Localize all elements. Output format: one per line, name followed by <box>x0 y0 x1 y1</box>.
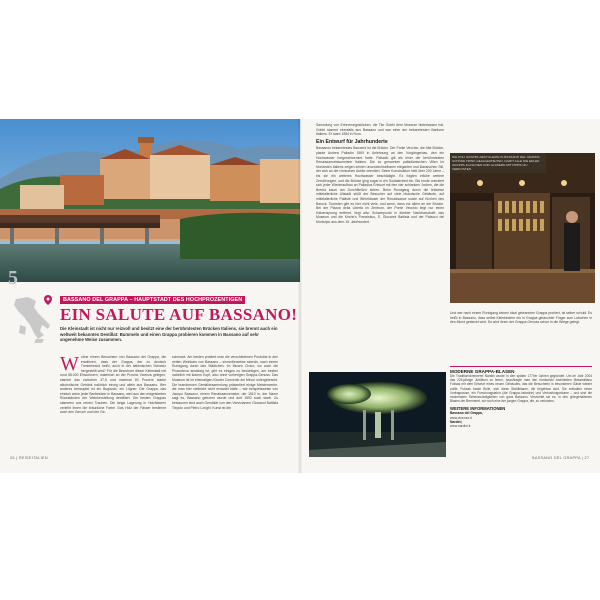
drop-cap: W <box>60 353 79 375</box>
left-column-2: schmack. Am besten probiert man die verschiedenen Produkte in den netten Weinbars von Bassano – sinnvollerweise abends, nach einem Rundgang durch das Städtchen. Im Museo Civico, wo auch die Pinacoteca ansässig ist, gibt es einiges zu besichtigen, am besten natürlich mit klarem Kopf, also ohne vorherigen Grappa-Genuss. Das Museum ist im ehemaligen Kloster Convento dei Minori untergebracht. Die brandneuen Gemäldesammlung präsentiert einige Meisterwerke, die man hier vielleicht nicht erwartet hätte – wie beispielsweise von Jacopo Bassano, einem Renaissancemaler, der 1510 in, der Name sagt es, Bassano geboren wurde und dort 1592 auch starb. Zu bestaunen sind auch Gemälde von den Venezianern Giovanni Battista Tiepolo und Pietro Longhi. Kunst ist die <box>172 355 278 410</box>
left-folio: 26 | REISEITALIEN <box>10 456 48 460</box>
contact-name-1: Bassano del Grappa, <box>450 411 483 416</box>
contact-title: WEITERE INFORMATIONEN <box>450 406 506 412</box>
right-column-intro: Sammlung von Erinnerungsstücken, die Tito Gobbi dem Museum hinterlassen hat. Gobbi stammt ebenfalls aus Bassano und war einer der bekanntesten Baritone Italiens. Er starb 1984 in Rom. <box>316 123 444 137</box>
info-box-text: Die Traditionsbrennerei Nardini wurde in den späten 1770er Jahren gegründet. Um im Jahr 2004 das 225-jährige Jubiläum zu feiern, beauftragte man den römischen Architekten Massimiliano Fuksas mit dem Entwurf eines neuen Gebäudes, das die Besucherin in besonderen Gäste wieder zollte. Fuksas baute Bolle, sich diese Stahlblasen, die begehbar sind. Sie enthalten einen Vortragsraum, ein Forschungslabor (die Grappa-Industrie) und Verkostungsräume – und sind die modernsten Sehenswürdigkeiten von ganz Bassano. Verzichtet sie es, in den grüngehaltenen Blasen der Brennerei, wir noch eine der jungen Grappa, die, zu verkosten. <box>450 374 592 404</box>
right-page <box>300 119 600 473</box>
photo-caption: DIE POLI GRAPPA-DESTILLERIE IN BASSANO DEL GRAPPA: SCHÖNE TRINK-GELEGENHEITEN, DAMIT ALLE DIE EDLEN GRAPPA-FLASCHEN UND GLÄSERN MIT PIPPIN ZU VERKOSTEN <box>450 153 546 173</box>
right-column-2: Und wer nach einem Rundgang keinen lokal gebrannten Grappa probiert, ist selber schuld. Es heißt in Bassano, dass selbst Kleinkindern ein in Grappa getauchter Finger zum Lutschen in den Mund gesteckt wird. So wird ihnen der Grappa-Genuss schon in die Wiege gelegt. <box>450 311 592 325</box>
left-column-1-text: ohne einem Besuchern von Bassano del Grappa, die erwähnen, dass der Grappa, der zu deutsch Tresterbrand heißt, auch in der italienischen Schweiz hergestellt wird? Für die Bewohner dieser Kleinstadt mit rund 58.000 Einwohnern, malerisch an der Provinz Vicenza gelegen, stammt das zwischen 37,5 und maximal 60 Prozent starke alkoholische Getränk natürlich einzig und allein aus Bassano. Wer anderes behauptet ist ein Bugiardo, ein Lügner. Die Grappa, das einfach wenn jeder Barbesitzer in Bassano, wird aus den entgeisterten Rückständen der Weinherstellung destilliert. Die besten Grappas stammen aus reinen Trauben. Die lange Lagerung in Holzfässern verleiht ihnen die bräunliche Farbe. Das Holz der Fässer bestimmt auch den Geruch und den Ge- <box>60 355 166 415</box>
contact-link-2[interactable]: www.nardini.it <box>450 424 471 429</box>
right-column-1 <box>316 123 444 224</box>
section-number: 5 <box>8 267 18 289</box>
contact-name-2: Nardini, <box>450 420 463 425</box>
location-pin-icon <box>44 295 52 305</box>
right-column-1-text: Bassanos bekanntestes Bauwerk ist die Brücke. Der Ponte Vecchio, die Alte Brücke, plante Andrea Palladio 1569 in Anlehnung an den Vorgängerbau, den ein Hochwasser fortgeschwemmt hatte. Palladio gilt als einer der berühmtesten Renaissancebaumeister Italiens. Die so genannten palladianischen Villen im Nordosten Italiens zeigen seinen unverwechselbaren eleganten und klassischen Stil, der sich an der römischen Antike orientiert. Seine Konstruktion hielt über 200 Jahre – bis sie ein weiteres Hochwasser beschädigte. Es folgten etliche weitere Zerstörungen, und die Brücke ging sogar in ein Soldatenlied ein. Bis heute orientiert sich jeder Wiederaufbau an Palladios Entwurf mit den vier schlanken Jochen, die die Brenta kaum am Durchfließen stören. Beim Rundgang durch die teilweise mittelalterliche Altstadt stößt der Besucher auf viele historische Gebäude, auf mittelalterliche Paläste und Wehrhäuser der Renaissance sowie auf Kirchen des Barock. Touristen gibt es hier nicht viele, und wenn, dann vor allem an der Brücke. Bei der Piazza della Libertà im Zentrum, der Ponte Vecchio liegt nur einen Katzensprung entfernt, liegt also Schwerpunkt in direkter Nachbarschaft: das Museum und die Kirche's Franziskus, S. Giovanni Battista und der Palazzo del Municipio aus dem 15. Jahrhundert. <box>316 146 444 224</box>
contact-link-1[interactable]: www.vicenza.it <box>450 415 472 420</box>
info-box-title: MODERNE GRAPPA-BLASEN <box>450 366 592 374</box>
article-lead: Die Kleinstadt ist nicht nur reizvoll und besitzt eine der berühmtesten Brücken Italiens, sie brennt auch ein weltweit bekanntes Destillat: Bummeln und einen Grappa probieren kommen in Bassano auf sehr angenehme Weise zusammen. <box>60 326 278 343</box>
left-column-1 <box>60 355 166 415</box>
article-headline: EIN SALUTE AUF BASSANO! <box>60 305 298 324</box>
magazine-spread <box>0 119 600 473</box>
section-kicker: BASSANO DEL GRAPPA – HAUPTSTADT DES HOCHPROZENTIGEN <box>60 296 245 304</box>
bassano-town-photo <box>0 119 308 282</box>
contact-list <box>450 411 592 428</box>
grappa-bar-photo <box>450 153 595 303</box>
right-subhead: Ein Entwurf für Jahrhunderte <box>316 138 388 145</box>
page-gutter <box>298 119 302 473</box>
right-folio: BASSANO DEL GRAPPA | 27 <box>532 456 590 460</box>
info-box <box>450 366 592 451</box>
nardini-bubbles-photo <box>309 372 446 457</box>
left-page <box>0 119 300 473</box>
